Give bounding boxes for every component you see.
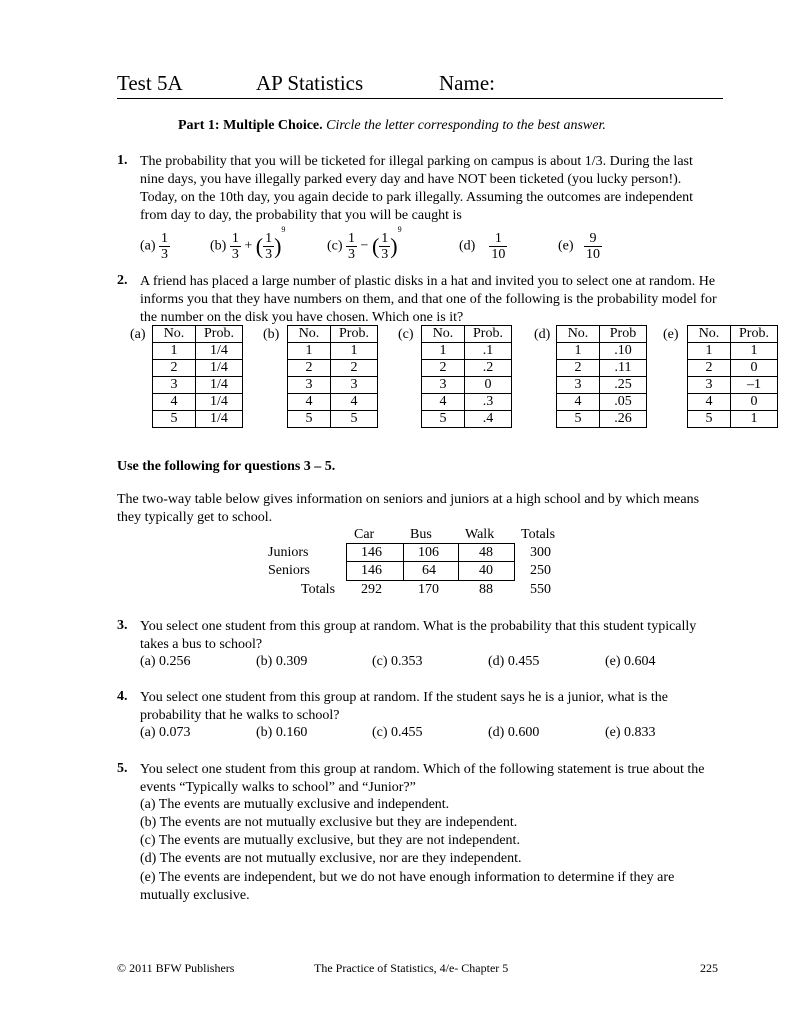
fraction: $\frac{1}{3}$ [348,231,356,262]
twoway-total-cell: 88 [479,582,493,597]
option-label: (c) [327,238,343,254]
twoway-cell: 146 [361,545,382,560]
twoway-total-cell: 170 [418,582,439,597]
table-cell: 1 [422,343,465,360]
table-cell: 3 [153,377,196,394]
q5-number: 5. [117,761,128,776]
table-header: Prob. [331,326,378,343]
table-cell: 5 [688,411,731,428]
fraction: $\frac{1}{10}$ [491,231,506,262]
table-cell: 5 [557,411,600,428]
q4-option-c[interactable]: (c) 0.455 [372,725,423,740]
twoway-cell: 64 [422,563,436,578]
q1-option-e[interactable] [558,231,602,262]
fraction: $\frac{1}{3}$ [231,231,239,262]
table-cell: 1 [688,343,731,360]
q5-text: You select one student from this group at random. Which of the following statement is true about the events “Typically walks to school” and “Junior?” [140,762,705,795]
q1-option-b[interactable]: (b) $\frac{1}{3}$ + ( $\frac{1}{3}$ )$^9$ [210,225,286,262]
table-cell: 2 [557,360,600,377]
twoway-header-bus: Bus [410,527,432,542]
divider [346,561,514,562]
page-header [117,70,723,99]
fraction: $\frac{9}{10}$ [586,231,601,262]
table-cell: .26 [600,411,647,428]
table-cell: 2 [153,360,196,377]
table-cell: .4 [465,411,512,428]
table-cell: 1 [331,343,378,360]
table-cell: 4 [153,394,196,411]
footer-copyright: © 2011 BFW Publishers [117,961,235,975]
q1-option-a[interactable] [140,231,170,262]
twoway-header-walk: Walk [465,527,495,542]
twoway-row-total: 250 [530,563,551,578]
footer-page-number: 225 [700,961,718,975]
table-header: No. [422,326,465,343]
q2-option-d-table [556,325,647,428]
twoway-cell: 106 [418,545,439,560]
table-header: Prob. [465,326,512,343]
table-cell: 2 [331,360,378,377]
fraction: $\frac{1}{3}$ [161,231,169,262]
table-cell: 5 [422,411,465,428]
table-cell: –1 [731,377,778,394]
footer-book: The Practice of Statistics, 4/e- Chapter 5 [314,961,509,975]
table-cell: .1 [465,343,512,360]
q2-text: A friend has placed a large number of plastic disks in a hat and invited you to select one at random. He informs you that they have numbers on them, and that one of the following is the probability model for the number on the disk you have chosen. Which one is it? [140,274,717,325]
q3-option-a[interactable]: (a) 0.256 [140,654,191,669]
q3-text: You select one student from this group at random. What is the probability that this student typically takes a bus to school? [140,619,697,652]
twoway-cell: 40 [479,563,493,578]
plus-sign: + [244,238,253,254]
table-cell: .11 [600,360,647,377]
table-cell: 3 [288,377,331,394]
q5-option-b[interactable]: (b) The events are not mutually exclusive but they are independent. [140,815,518,830]
table-cell: 1/4 [196,377,243,394]
table-cell: 1 [153,343,196,360]
q1-option-c[interactable]: (c) $\frac{1}{3}$ − ( $\frac{1}{3}$ )$^9$ [327,225,402,262]
part1-heading [178,118,606,134]
q4-option-b[interactable]: (b) 0.160 [256,725,308,740]
q4-number: 4. [117,689,128,704]
name-label: Name: [439,71,495,95]
twoway-total-cell: 292 [361,582,382,597]
table-cell: 4 [688,394,731,411]
twoway-row-label-seniors: Seniors [268,563,310,578]
q3-option-e[interactable]: (e) 0.604 [605,654,656,669]
subject-title: AP Statistics [256,71,364,95]
q3-number: 3. [117,618,128,633]
table-cell: 1/4 [196,360,243,377]
q3-option-d[interactable]: (d) 0.455 [488,654,540,669]
table-cell: 1 [731,411,778,428]
option-label: (d) [459,238,476,254]
q1-option-d[interactable] [459,231,507,262]
exponent: 9 [281,225,286,234]
q5-option-e[interactable]: (e) The events are independent, but we do not have enough information to determine if they are mutually exclusive. [140,870,675,903]
q2-option-c-label[interactable]: (c) [398,327,414,342]
q3-option-c[interactable]: (c) 0.353 [372,654,423,669]
q3-option-b[interactable]: (b) 0.309 [256,654,308,669]
table-header: No. [288,326,331,343]
q4-option-e[interactable]: (e) 0.833 [605,725,656,740]
table-cell: 4 [288,394,331,411]
table-cell: 1/4 [196,343,243,360]
table-cell: 5 [331,411,378,428]
twoway-row-total: 300 [530,545,551,560]
table-cell: 0 [731,360,778,377]
table-cell: .2 [465,360,512,377]
table-cell: 4 [422,394,465,411]
twoway-header-totals: Totals [521,527,556,542]
table-cell: 1 [557,343,600,360]
table-header: No. [688,326,731,343]
exponent: 9 [397,225,402,234]
table-header: No. [153,326,196,343]
q2-number: 2. [117,273,128,288]
q2-option-b-label[interactable]: (b) [263,327,280,342]
table-cell: 3 [557,377,600,394]
twoway-cell: 48 [479,545,493,560]
table-cell: 1 [731,343,778,360]
table-cell: 2 [688,360,731,377]
q5-option-c[interactable]: (c) The events are mutually exclusive, but they are not independent. [140,833,520,848]
q1-text: The probability that you will be ticketed for illegal parking on campus is about 1/3. During the last nine days, you have illegally parked every day and have NOT been ticketed (you lucky person!). Today, on the 10th day, you again decide to park illegally. Assuming the outcomes are independent from day to day, the probability that you will be caught is [140,154,694,223]
option-label: (b) [210,238,227,254]
q4-option-d[interactable]: (d) 0.600 [488,725,540,740]
option-label: (a) [140,238,156,254]
twoway-header-car: Car [354,527,375,542]
table-cell: 4 [331,394,378,411]
table-cell: .3 [465,394,512,411]
table-cell: .05 [600,394,647,411]
q5-option-a[interactable]: (a) The events are mutually exclusive and independent. [140,797,450,812]
q2-option-a-table [152,325,243,428]
q2-option-b-table [287,325,378,428]
table-cell: 3 [688,377,731,394]
table-cell: 0 [465,377,512,394]
q1-number: 1. [117,153,128,168]
table-cell: 3 [331,377,378,394]
twoway-totals-label: Totals [301,582,336,597]
table-cell: 5 [288,411,331,428]
table-cell: .25 [600,377,647,394]
table-cell: 0 [731,394,778,411]
table-header: No. [557,326,600,343]
table-cell: .10 [600,343,647,360]
part1-title: Part 1: Multiple Choice. [178,118,323,133]
table-cell: 3 [422,377,465,394]
table-header: Prob [600,326,647,343]
table-cell: 1/4 [196,411,243,428]
q2-option-d-label[interactable]: (d) [534,327,551,342]
table-header: Prob. [196,326,243,343]
section-heading: Use the following for questions 3 – 5. [117,459,336,474]
q4-option-a[interactable]: (a) 0.073 [140,725,191,740]
q4-text: You select one student from this group at random. If the student says he is a junior, what is the probability that he walks to school? [140,690,668,723]
option-label: (e) [558,238,574,254]
fraction: $\frac{1}{3}$ [265,231,273,262]
minus-sign: − [360,238,369,254]
twoway-row-label-juniors: Juniors [268,545,309,560]
test-title: Test 5A [117,71,183,95]
q2-option-c-table [421,325,512,428]
table-cell: 2 [288,360,331,377]
q5-option-d[interactable]: (d) The events are not mutually exclusive, nor are they independent. [140,851,522,866]
table-cell: 1 [288,343,331,360]
twoway-grand-total: 550 [530,582,551,597]
table-header: Prob. [731,326,778,343]
fraction: $\frac{1}{3}$ [381,231,389,262]
table-cell: 1/4 [196,394,243,411]
twoway-cell: 146 [361,563,382,578]
table-cell: 2 [422,360,465,377]
q2-option-e-table [687,325,778,428]
twoway-intro: The two-way table below gives information on seniors and juniors at a high school and by which means they typically get to school. [117,492,700,525]
q2-option-e-label[interactable]: (e) [663,327,679,342]
table-cell: 5 [153,411,196,428]
table-cell: 4 [557,394,600,411]
q2-option-a-label[interactable]: (a) [130,327,146,342]
part1-instruction: Circle the letter corresponding to the best answer. [326,118,606,133]
